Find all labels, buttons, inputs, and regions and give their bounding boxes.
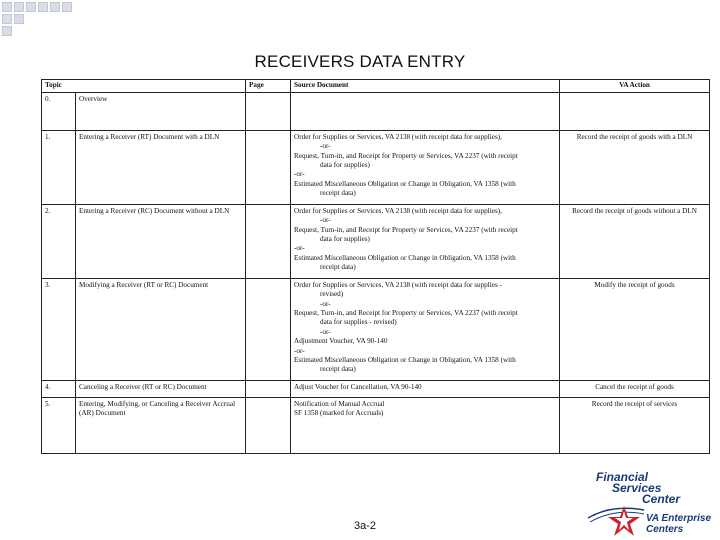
page-number: 3a-2 (353, 520, 377, 532)
source-line: Request, Turn-in, and Receipt for Property or Services, VA 2237 (with receipt (294, 309, 518, 318)
header-topic: Topic (42, 80, 246, 93)
row-source-document (291, 93, 560, 131)
row-page (246, 93, 291, 131)
source-line: Order for Supplies or Services, VA 2138 (with receipt data for supplies), (294, 207, 502, 215)
row-page (246, 205, 291, 279)
row-number: 0. (42, 93, 76, 131)
corner-decoration (0, 0, 80, 38)
row-va-action: Record the receipt of services (560, 398, 710, 454)
row-topic: Entering, Modifying, or Canceling a Receiver Accrual (AR) Document (76, 398, 246, 454)
row-page (246, 279, 291, 381)
row-number: 4. (42, 381, 76, 398)
table-row (42, 93, 710, 131)
source-line: Estimated Miscellaneous Obligation or Change in Obligation, VA 1358 (with (294, 179, 516, 188)
row-source-document (291, 398, 560, 454)
header-page: Page (246, 80, 291, 93)
source-line: -or- (320, 299, 331, 308)
row-topic: Overview (76, 93, 246, 131)
row-va-action: Modify the receipt of goods (560, 279, 710, 381)
logo-line-1: Financial (596, 470, 649, 484)
row-source-document (291, 381, 560, 398)
row-source-document (291, 279, 560, 381)
source-line: -or- (320, 142, 331, 151)
row-topic: Entering a Receiver (RT) Document with a DLN (76, 131, 246, 205)
row-va-action (560, 93, 710, 131)
row-topic: Canceling a Receiver (RT or RC) Document (76, 381, 246, 398)
row-number: 3. (42, 279, 76, 381)
source-line: Request, Turn-in, and Receipt for Property or Services, VA 2237 (with receipt (294, 151, 518, 160)
row-topic: Entering a Receiver (RC) Document without a DLN (76, 205, 246, 279)
row-page (246, 398, 291, 454)
row-number: 5. (42, 398, 76, 454)
source-line: Adjust Voucher for Cancellation, VA 90-140 (294, 383, 422, 391)
row-page (246, 131, 291, 205)
row-va-action: Record the receipt of goods with a DLN (560, 131, 710, 205)
logo-line-2: Services (612, 481, 662, 495)
source-line: Request, Turn-in, and Receipt for Property or Services, VA 2237 (with receipt (294, 225, 518, 234)
header-source: Source Document (291, 80, 560, 93)
source-line: data for supplies) (320, 235, 370, 244)
logo-line-3: Center (642, 492, 681, 506)
table-header-row (42, 80, 710, 93)
source-line: -or- (294, 346, 305, 355)
source-line: -or- (320, 327, 331, 336)
source-line: data for supplies) (320, 161, 370, 170)
source-line: -or- (294, 244, 305, 253)
row-topic: Modifying a Receiver (RT or RC) Document (76, 279, 246, 381)
row-source-document (291, 205, 560, 279)
table-row (42, 205, 710, 279)
source-line: receipt data) (320, 263, 356, 272)
row-source-document (291, 131, 560, 205)
source-line: receipt data) (320, 365, 356, 374)
source-line: data for supplies - revised) (320, 318, 397, 327)
source-line: Adjustment Voucher, VA 90-140 (294, 337, 388, 346)
source-line: SF 1358 (marked for Accruals) (294, 409, 384, 418)
source-line: Order for Supplies or Services, VA 2138 (with receipt data for supplies), (294, 133, 502, 141)
source-line: -or- (320, 216, 331, 225)
logo-line-5: Centers (646, 524, 684, 535)
header-action: VA Action (560, 80, 710, 93)
page-title: RECEIVERS DATA ENTRY (254, 52, 466, 71)
row-number: 2. (42, 205, 76, 279)
source-line: Estimated Miscellaneous Obligation or Change in Obligation, VA 1358 (with (294, 355, 516, 364)
table-row (42, 381, 710, 398)
star-swoosh-icon (584, 500, 646, 540)
row-page (246, 381, 291, 398)
source-line: revised) (320, 290, 344, 299)
table-row (42, 398, 710, 454)
source-line: -or- (294, 170, 305, 179)
row-va-action: Cancel the receipt of goods (560, 381, 710, 398)
topics-table (41, 79, 710, 454)
table-row (42, 279, 710, 381)
source-line: Estimated Miscellaneous Obligation or Change in Obligation, VA 1358 (with (294, 253, 516, 262)
financial-services-center-logo (582, 470, 720, 540)
source-line: receipt data) (320, 189, 356, 198)
logo-line-4: VA Enterprise (646, 513, 712, 524)
row-va-action: Record the receipt of goods without a DLN (560, 205, 710, 279)
source-line: Order for Supplies or Services, VA 2138 (with receipt data for supplies - (294, 281, 502, 289)
row-number: 1. (42, 131, 76, 205)
source-line: Notification of Manual Accrual (294, 400, 385, 408)
table-row (42, 131, 710, 205)
